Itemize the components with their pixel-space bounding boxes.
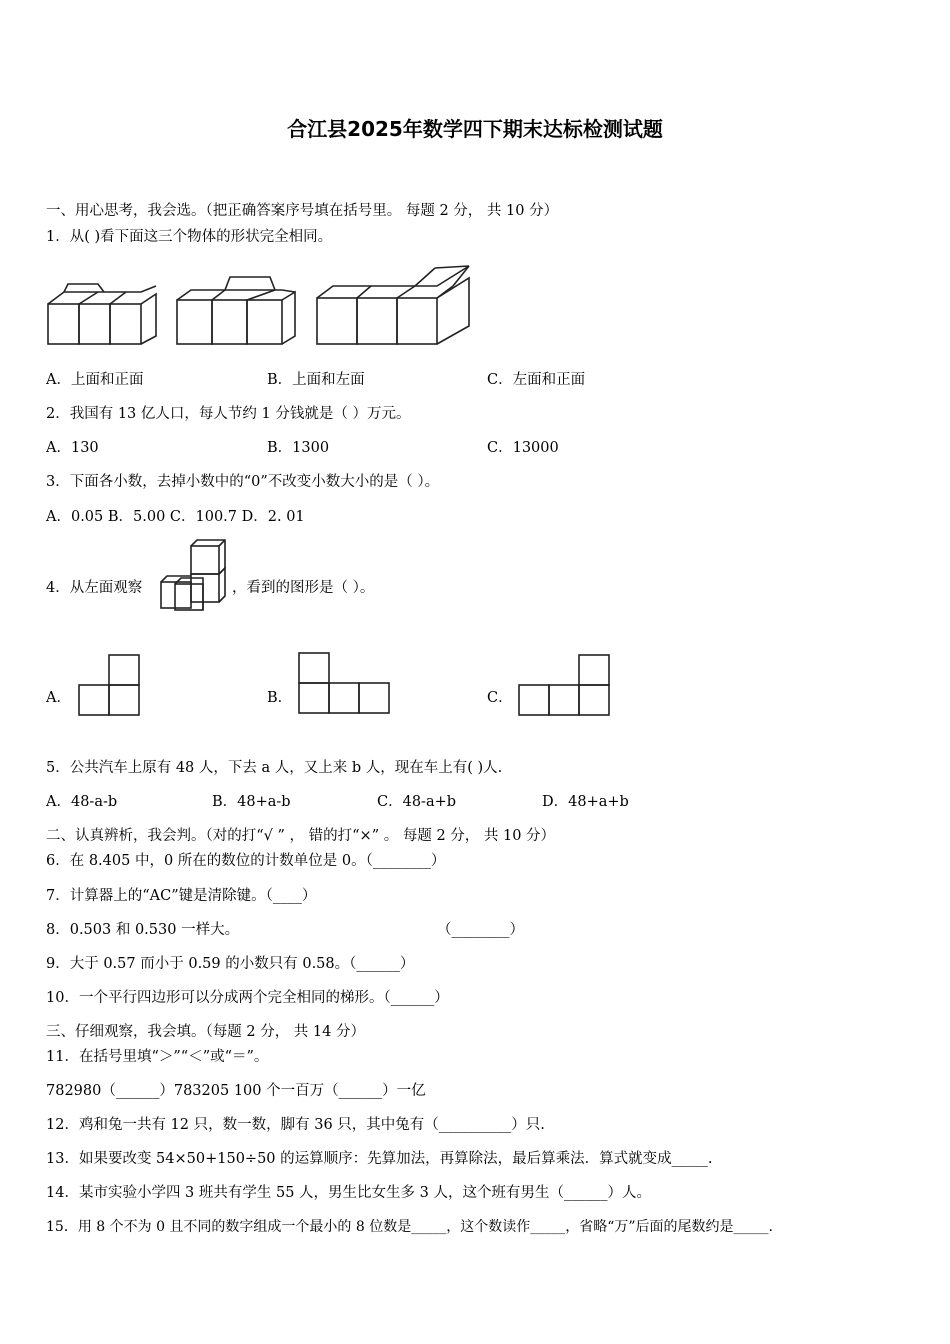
question-5-option-a[interactable]: A．48-a-b [46,794,118,810]
question-11-stem: 11．在括号里填“＞”“＜”或“＝”。 [46,1049,269,1065]
question-8-stem: 8．0.503 和 0.530 一样大。 [46,922,240,938]
question-2-stem: 2．我国有 13 亿人口，每人节约 1 分钱就是（ ）万元。 [46,406,411,422]
question-4-stem-before: 4．从左面观察 [46,580,143,596]
question-10: 10．一个平行四边形可以分成两个完全相同的梯形。（______） [46,990,449,1006]
question-1-option-a[interactable]: A．上面和正面 [46,372,144,388]
question-5-option-c[interactable]: C．48-a+b [377,794,457,810]
question-4-option-b[interactable]: B． [267,690,293,706]
question-15: 15．用 8 个不为 0 且不同的数字组成一个最小的 8 位数是_____，这个数读作_____，省略“万”后面的尾数约是_____. [46,1219,773,1235]
question-14: 14．某市实验小学四 3 班共有学生 55 人，男生比女生多 3 人，这个班有男生（______）人。 [46,1185,652,1201]
question-2-option-b[interactable]: B．1300 [267,440,330,456]
question-2-option-c[interactable]: C．13000 [487,440,559,456]
question-4-option-c[interactable]: C． [487,690,513,706]
q1-figure-b [175,274,297,346]
question-5-option-d[interactable]: D．48+a+b [542,794,629,810]
section-3-heading: 三、仔细观察，我会填。（每题 2 分， 共 14 分） [46,1024,365,1040]
q1-figure-c [315,264,471,346]
q1-figure-a [46,282,158,346]
question-1-stem: 1．从( )看下面这三个物体的形状完全相同。 [46,229,333,245]
question-2-option-a[interactable]: A．130 [46,440,99,456]
q4-cube-stack-figure [157,538,229,612]
question-7: 7．计算器上的“AC”键是清除键。（____） [46,888,317,904]
q4-option-a-figure [77,653,141,717]
question-4-stem-after: ，看到的图形是（ ）。 [232,580,375,596]
question-6: 6．在 8.405 中，0 所在的数位的计数单位是 0。（________） [46,853,446,869]
question-4-option-a[interactable]: A． [46,690,71,706]
question-5-stem: 5．公共汽车上原有 48 人，下去 a 人，又上来 b 人，现在车上有( )人. [46,760,503,776]
question-3-stem: 3．下面各小数，去掉小数中的“0”不改变小数大小的是（ ）。 [46,474,440,490]
question-13: 13．如果要改变 54×50+150÷50 的运算顺序：先算加法，再算除法，最后算乘法．算式就变成_____. [46,1151,713,1167]
section-1-heading: 一、用心思考，我会选。（把正确答案序号填在括号里。 每题 2 分， 共 10 分） [46,203,559,219]
question-5-option-b[interactable]: B．48+a-b [212,794,291,810]
question-12: 12．鸡和兔一共有 12 只，数一数，脚有 36 只，其中兔有（__________）只. [46,1117,545,1133]
page-title: 合江县2025年数学四下期末达标检测试题 [287,117,663,141]
q4-option-c-figure [517,653,611,717]
question-11-line: 782980（______）783205 100 个一百万（______）一亿 [46,1083,426,1099]
q4-option-b-figure [297,651,391,715]
section-2-heading: 二、认真辨析，我会判。（对的打“√ ” ， 错的打“×” 。 每题 2 分， 共 10 分） [46,828,556,844]
question-8-blank[interactable]: （________） [437,922,524,938]
question-3-options[interactable]: A．0.05 B．5.00 C．100.7 D．2. 01 [46,509,305,525]
question-9: 9．大于 0.57 而小于 0.59 的小数只有 0.58。（______） [46,956,415,972]
question-1-option-b[interactable]: B．上面和左面 [267,372,365,388]
question-1-option-c[interactable]: C．左面和正面 [487,372,586,388]
